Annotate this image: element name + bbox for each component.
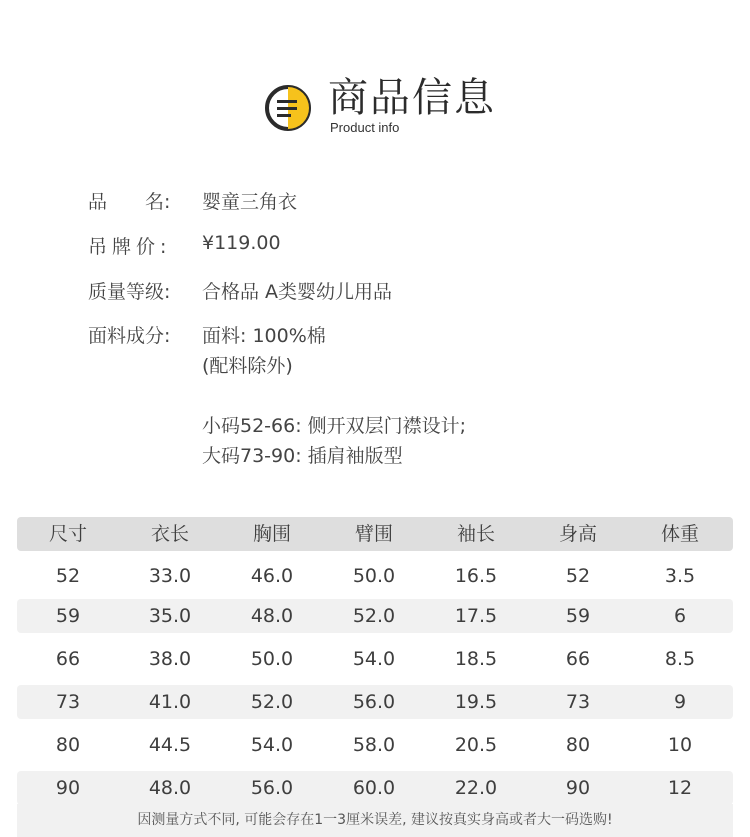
table-cell: 52 (55, 565, 81, 587)
table-cell: 9 (673, 691, 687, 713)
table-cell: 48.0 (250, 605, 294, 627)
table-cell: 80 (55, 734, 81, 756)
name-label: 品 名: (88, 191, 171, 213)
table-cell: 54.0 (250, 734, 294, 756)
table-cell: 8.5 (664, 648, 696, 670)
table-cell: 10 (667, 734, 693, 756)
table-cell: 44.5 (148, 734, 192, 756)
note-large: 大码73-90: 插肩袖版型 (202, 445, 403, 467)
table-row (17, 599, 733, 633)
table-cell: 56.0 (250, 777, 294, 799)
measurement-note: 因测量方式不同, 可能会存在1一3厘米误差, 建议按真实身高或者大一码选购! (17, 804, 733, 837)
table-cell: 16.5 (454, 565, 498, 587)
table-row (17, 642, 733, 676)
table-header-row (17, 517, 733, 551)
table-cell: 59 (55, 605, 81, 627)
table-cell: 66 (55, 648, 81, 670)
table-header-cell: 衣长 (150, 523, 189, 545)
table-cell: 50.0 (352, 565, 396, 587)
table-header-cell: 袖长 (456, 523, 495, 545)
table-cell: 6 (673, 605, 687, 627)
price-value: ¥119.00 (202, 232, 281, 254)
list-document-icon (263, 83, 313, 133)
table-cell: 73 (565, 691, 591, 713)
table-cell: 60.0 (352, 777, 396, 799)
table-cell: 41.0 (148, 691, 192, 713)
table-cell: 46.0 (250, 565, 294, 587)
fabric-label: 面料成分: (88, 325, 171, 347)
table-cell: 17.5 (454, 605, 498, 627)
table-cell: 56.0 (352, 691, 396, 713)
table-cell: 52.0 (352, 605, 396, 627)
table-cell: 22.0 (454, 777, 498, 799)
table-cell: 66 (565, 648, 591, 670)
table-cell: 19.5 (454, 691, 498, 713)
table-cell: 54.0 (352, 648, 396, 670)
section-subtitle: Product info (330, 120, 400, 135)
table-row (17, 685, 733, 719)
fabric-value: 面料: 100%棉 (202, 325, 326, 347)
grade-value: 合格品 A类婴幼儿用品 (202, 281, 393, 303)
table-cell: 12 (667, 777, 693, 799)
table-cell: 33.0 (148, 565, 192, 587)
table-cell: 48.0 (148, 777, 192, 799)
table-row (17, 728, 733, 762)
table-header-cell: 尺寸 (48, 523, 87, 545)
note-small: 小码52-66: 侧开双层门襟设计; (202, 415, 467, 437)
grade-label: 质量等级: (88, 281, 171, 303)
table-cell: 90 (565, 777, 591, 799)
table-cell: 50.0 (250, 648, 294, 670)
table-cell: 3.5 (664, 565, 696, 587)
table-row (17, 771, 733, 805)
table-cell: 52 (565, 565, 591, 587)
table-cell: 58.0 (352, 734, 396, 756)
name-value: 婴童三角衣 (202, 191, 298, 213)
table-header-cell: 身高 (558, 523, 597, 545)
fabric-extra: (配料除外) (202, 355, 293, 377)
table-cell: 38.0 (148, 648, 192, 670)
table-cell: 52.0 (250, 691, 294, 713)
table-cell: 73 (55, 691, 81, 713)
section-title: 商品信息 (328, 75, 496, 121)
table-header-cell: 胸围 (252, 523, 291, 545)
table-row (17, 559, 733, 593)
price-label: 吊牌价: (88, 236, 172, 258)
table-cell: 18.5 (454, 648, 498, 670)
table-cell: 20.5 (454, 734, 498, 756)
table-header-cell: 臂围 (354, 523, 393, 545)
section-header (0, 70, 750, 140)
table-cell: 59 (565, 605, 591, 627)
table-cell: 90 (55, 777, 81, 799)
table-cell: 35.0 (148, 605, 192, 627)
table-cell: 80 (565, 734, 591, 756)
table-header-cell: 体重 (660, 523, 699, 545)
